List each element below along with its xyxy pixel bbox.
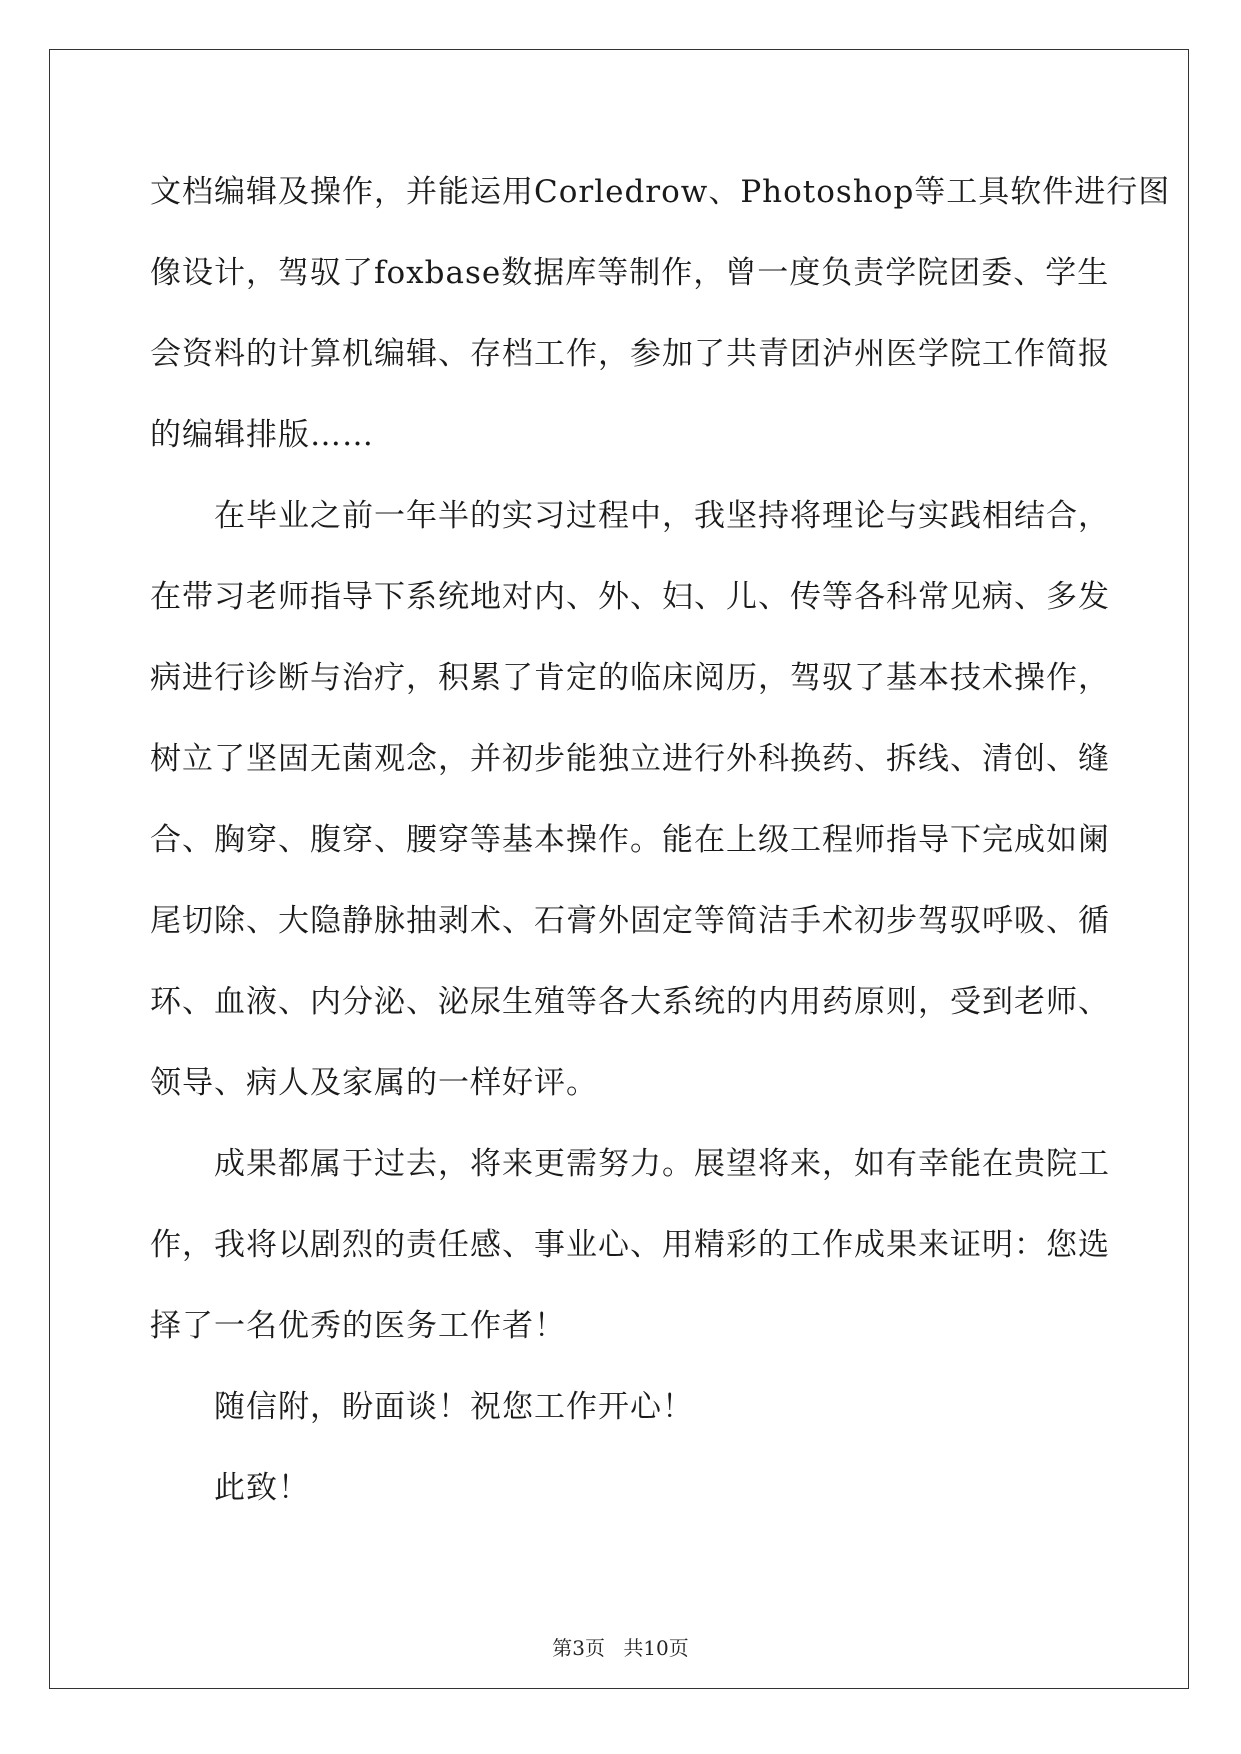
paragraph-future [150,1124,1110,1367]
text-line: 在毕业之前一年半的实习过程中，我坚持将理论与实践相结合， [214,498,1110,534]
text-line: 环、血液、内分泌、泌尿生殖等各大系统的内用药原则，受到老师、 [150,984,1110,1020]
text-line: 成果都属于过去，将来更需努力。展望将来，如有幸能在贵院工 [214,1146,1110,1182]
text-line: 领导、病人及家属的一样好评。 [150,1065,598,1101]
document-body [150,152,1171,1529]
page-footer [0,1632,1241,1661]
text-line: 择了一名优秀的医务工作者！ [150,1308,566,1344]
text-line: 会资料的计算机编辑、存档工作，参加了共青团泸州医学院工作简报 [150,336,1110,372]
text-line: 的编辑排版…… [150,417,374,453]
text-line: 在带习老师指导下系统地对内、外、妇、儿、传等各科常见病、多发 [150,579,1110,615]
paragraph-closing [150,1367,1090,1448]
paragraph-skills [150,152,1171,476]
text-line: 尾切除、大隐静脉抽剥术、石膏外固定等简洁手术初步驾驭呼吸、循 [150,903,1110,939]
text-line: 像设计，驾驭了foxbase数据库等制作，曾一度负责学院团委、学生 [150,255,1110,291]
paragraph-salutation [150,1448,1090,1529]
text-line: 文档编辑及操作，并能运用Corledrow、Photoshop等工具软件进行图 [150,174,1171,210]
text-line: 此致！ [214,1470,310,1506]
text-line: 树立了坚固无菌观念，并初步能独立进行外科换药、拆线、清创、缝 [150,741,1110,777]
text-line: 合、胸穿、腹穿、腰穿等基本操作。能在上级工程师指导下完成如阑 [150,822,1110,858]
total-pages: 共10页 [623,1636,689,1660]
page-number: 第3页 [552,1636,605,1660]
text-line: 病进行诊断与治疗，积累了肯定的临床阅历，驾驭了基本技术操作， [150,660,1110,696]
text-line: 随信附，盼面谈！祝您工作开心！ [214,1389,694,1425]
text-line: 作，我将以剧烈的责任感、事业心、用精彩的工作成果来证明：您选 [150,1227,1110,1263]
paragraph-internship [150,476,1110,1124]
